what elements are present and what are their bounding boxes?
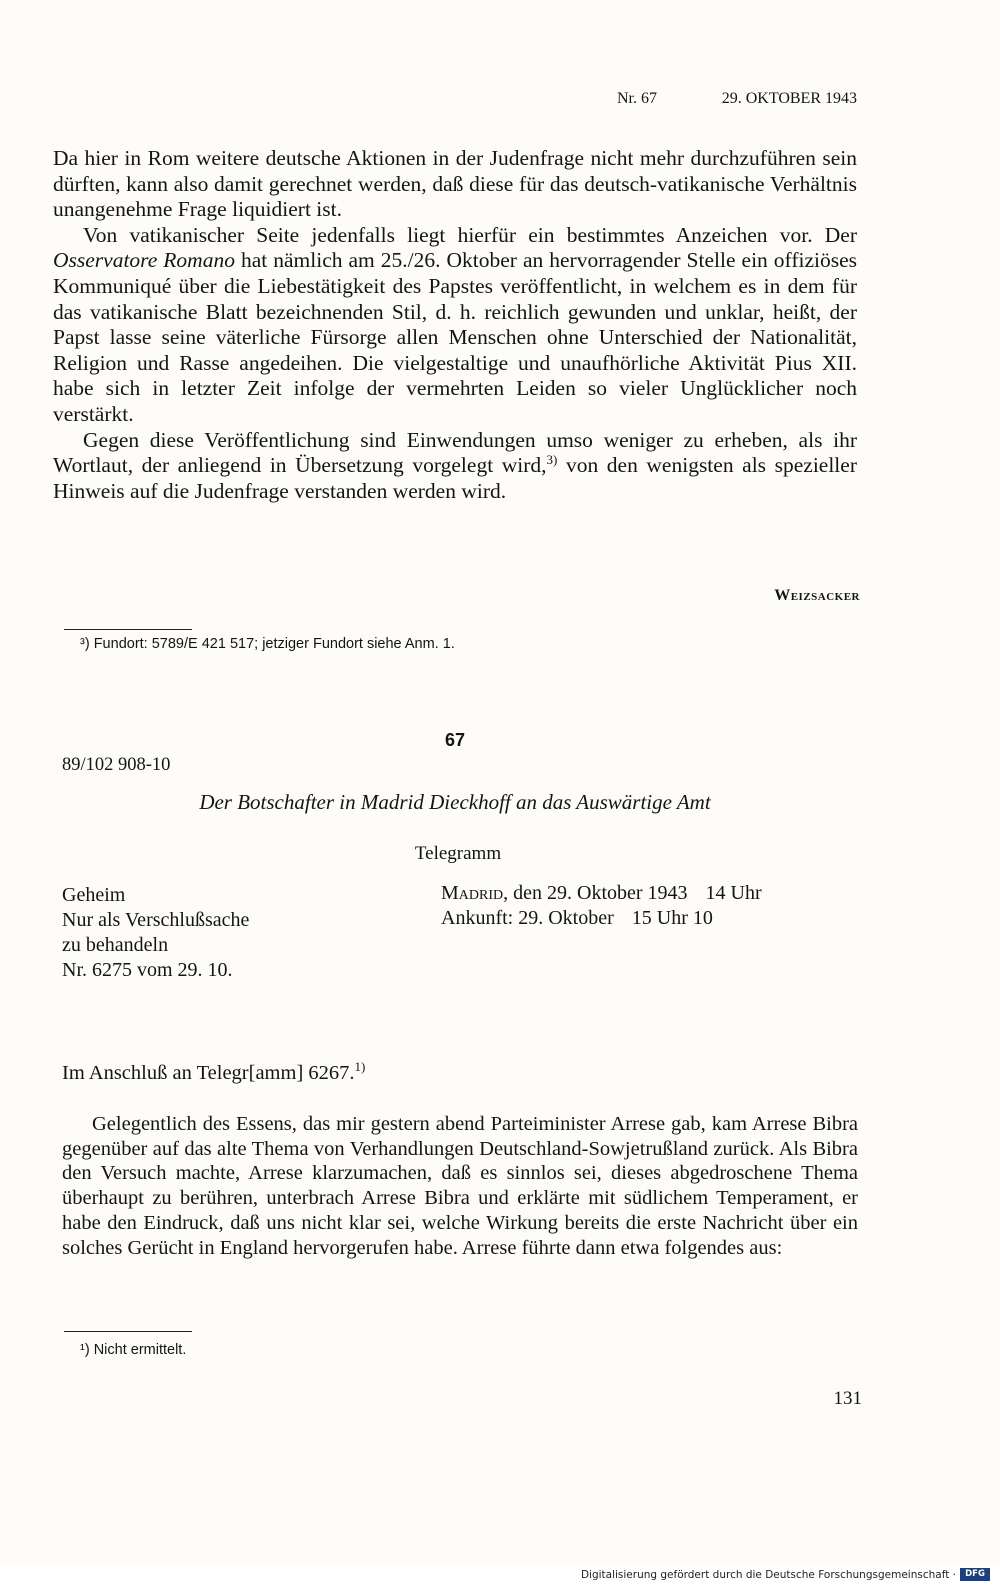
footnote-reference: 1) bbox=[354, 1059, 366, 1075]
document-number: 67 bbox=[444, 730, 466, 750]
footnote-rule bbox=[64, 629, 192, 630]
footnote-reference: 3) bbox=[546, 451, 558, 467]
received-time: 15 Uhr 10 bbox=[631, 907, 713, 929]
place: Madrid bbox=[441, 882, 504, 904]
dispatch-block bbox=[441, 881, 762, 931]
paragraph bbox=[53, 428, 857, 505]
footnote-text: Fundort: 5789/E 421 517; jetziger Fundort siehe Anm. 1. bbox=[93, 636, 455, 652]
text-run: Von vatikanischer Seite jedenfalls liegt hierfür ein bestimmtes Anzeichen vor. Der bbox=[83, 222, 857, 247]
classification-line: Geheim bbox=[62, 884, 126, 906]
sent-time: 14 Uhr bbox=[705, 882, 762, 904]
reference-text: Im Anschluß an Telegr[amm] 6267. bbox=[62, 1062, 355, 1084]
main-paragraph: Gelegentlich des Essens, das mir gestern abend Parteiminister Arrese gab, kam Arrese Bibra gegenüber auf das alte Thema von Verhandlungen Deutschland-Sowjetrußland zurück. Als Bibra den Versuch machte, Arrese klarzumachen, daß es sinnlos sei, dieses abgedroschene Thema überhaupt zu berühren, unterbrach Arrese Bibra und erklärte mit südlichem Temperament, er habe den Eindruck, daß uns nicht klar sei, welche Wirkung bereits die erste Nachricht über ein solches Gerücht in England hervorgerufen habe. Arrese führte dann etwa folgendes aus: bbox=[62, 1113, 858, 1259]
newspaper-name: Osservatore Romano bbox=[53, 248, 235, 273]
header-doc-number: Nr. 67 bbox=[617, 90, 657, 107]
signature: Weizsacker bbox=[774, 587, 860, 604]
film-reference: 89/102 908-10 bbox=[62, 755, 171, 775]
sent-date: , den 29. Oktober 1943 bbox=[503, 882, 688, 904]
document-type: Telegramm bbox=[414, 843, 502, 864]
running-header bbox=[617, 90, 857, 108]
paragraph bbox=[53, 223, 857, 428]
footnote-rule bbox=[64, 1331, 192, 1332]
footnote-marker: ¹) bbox=[80, 1342, 90, 1358]
text-run: von den wenigsten als spezieller Hinweis auf die Judenfrage verstanden werden wird. bbox=[53, 453, 857, 503]
dfg-logo: DFG bbox=[960, 1568, 990, 1581]
reference-line bbox=[62, 1059, 366, 1085]
digitization-footer bbox=[0, 1566, 1000, 1586]
page-number: 131 bbox=[833, 1388, 862, 1409]
text-run: hat nämlich am 25./26. Oktober an hervorragender Stelle ein offiziöses Kommuniqué über die Liebestätigkeit des Papstes veröffentlicht, in welchem es in dem für das vatikanische Blatt bezeichnenden Stil, d. h. reichlich gewunden und unklar, heißt, der Papst lasse seine väterliche Fürsorge allen Menschen ohne Unterschied der Nationalität, Religion und Rasse angedeihen. Die vielgestaltige und unaufhörliche Aktivität Pius XII. habe sich in letzter Zeit infolge der vermehrten Leiden so vieler Unglücklicher noch verstärkt. bbox=[53, 248, 857, 426]
classification-line: Nr. 6275 vom 29. 10. bbox=[62, 959, 233, 981]
sent-line bbox=[441, 881, 762, 906]
footnote bbox=[80, 636, 455, 652]
classification-block bbox=[62, 883, 249, 983]
previous-document-text bbox=[53, 146, 857, 504]
classification-line: zu behandeln bbox=[62, 934, 169, 956]
text-run: Gegen diese Veröffentlichung sind Einwendungen umso weniger zu erheben, als ihr Wortlaut, der anliegend in Übersetzung vorgelegt wird, bbox=[53, 427, 857, 478]
classification-line: Nur als Verschlußsache bbox=[62, 909, 250, 931]
header-date: 29. OKTOBER 1943 bbox=[721, 90, 857, 107]
footnote-marker: ³) bbox=[80, 636, 90, 652]
received-date: Ankunft: 29. Oktober bbox=[441, 907, 614, 929]
digitization-credit: Digitalisierung gefördert durch die Deutsche Forschungsgemeinschaft · bbox=[580, 1569, 956, 1581]
paragraph: Da hier in Rom weitere deutsche Aktionen in der Judenfrage nicht mehr durchzuführen sein dürften, kann also damit gerechnet werden, daß diese für das deutsch-vatikanische Verhältnis unangenehme Frage liquidiert ist. bbox=[53, 146, 857, 222]
received-line bbox=[441, 906, 762, 931]
document-title: Der Botschafter in Madrid Dieckhoff an das Auswärtige Amt bbox=[199, 790, 711, 814]
footnote-text: Nicht ermittelt. bbox=[93, 1342, 187, 1358]
footnote bbox=[80, 1342, 186, 1358]
